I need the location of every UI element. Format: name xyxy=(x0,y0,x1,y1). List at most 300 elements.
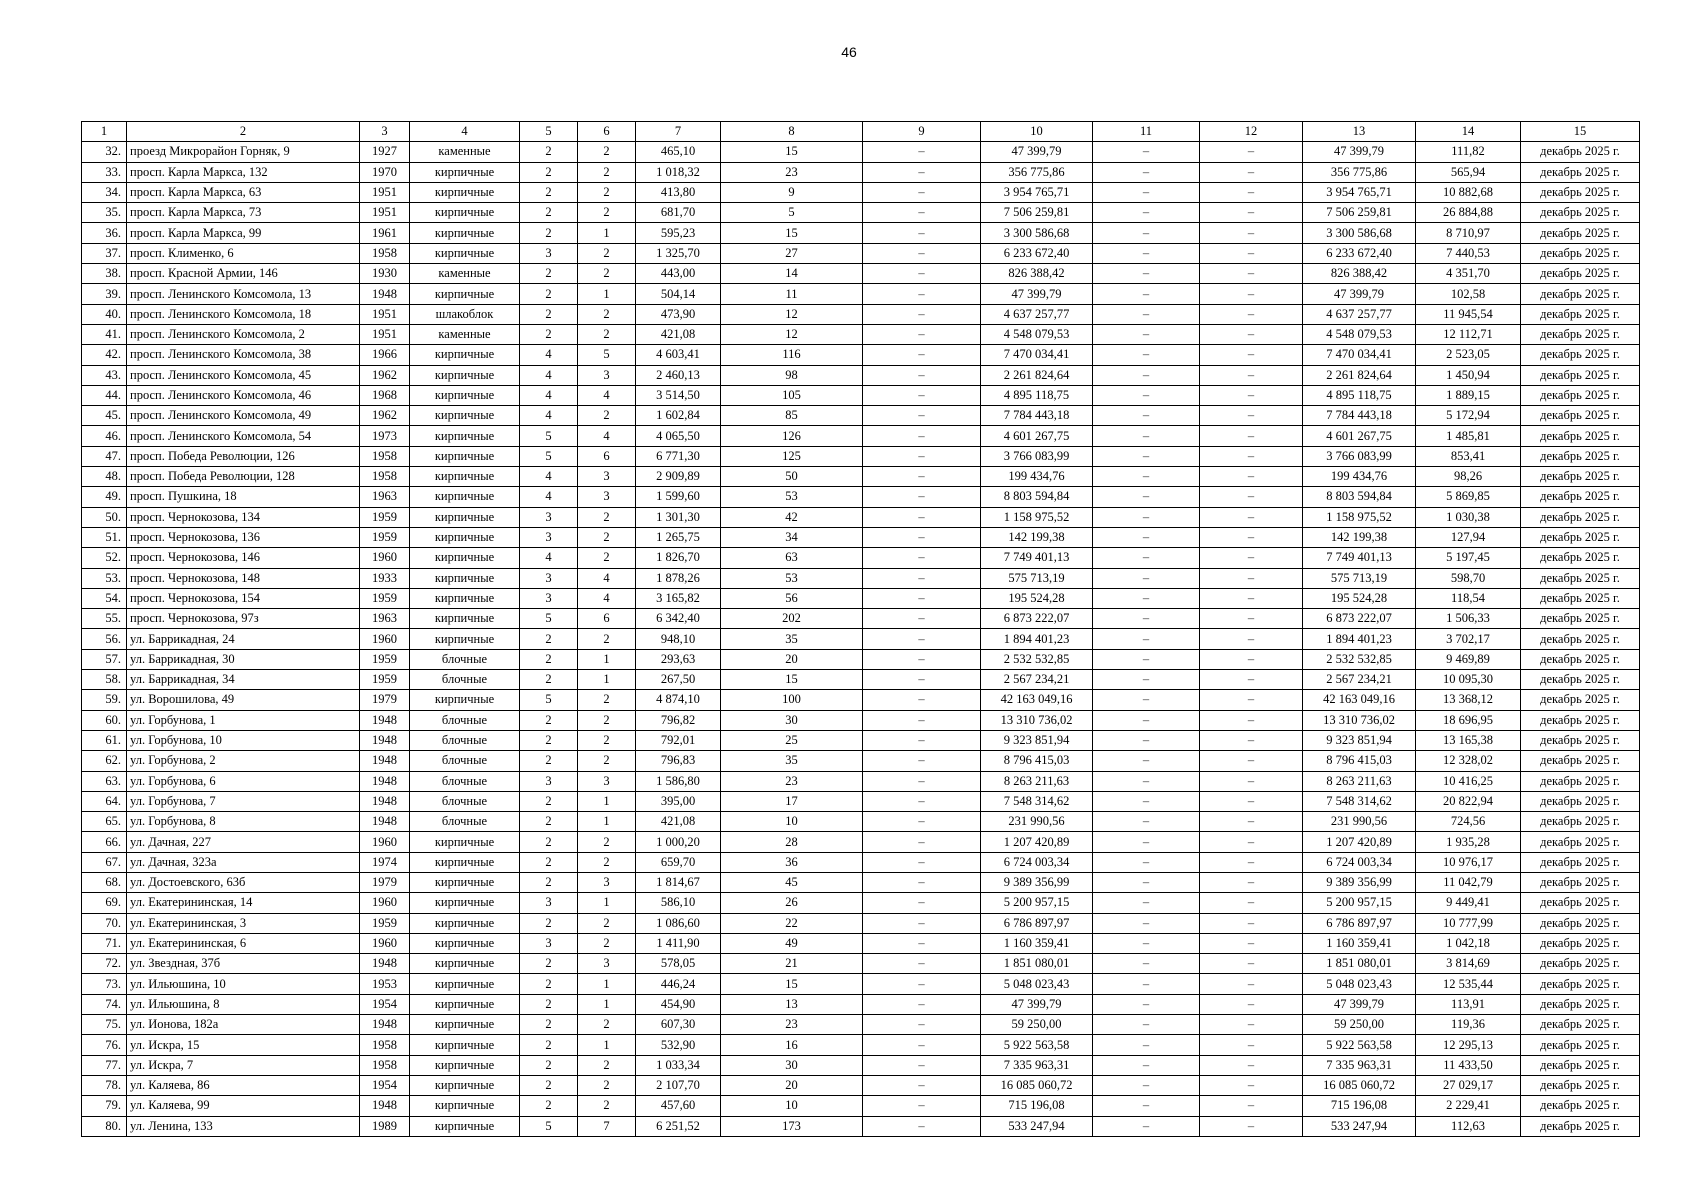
residents-cell: 10 xyxy=(721,812,863,832)
column-header: 12 xyxy=(1200,122,1303,142)
col-12-cell: – xyxy=(1200,1015,1303,1035)
col-11-cell: – xyxy=(1093,426,1200,446)
floors-cell: 3 xyxy=(520,568,578,588)
row-number-cell: 58. xyxy=(82,670,127,690)
wall-material-cell: кирпичные xyxy=(410,426,520,446)
row-number-cell: 80. xyxy=(82,1116,127,1136)
build-year-cell: 1958 xyxy=(360,1055,410,1075)
amount-13-cell: 356 775,86 xyxy=(1303,162,1416,182)
amount-10-cell: 231 990,56 xyxy=(981,812,1093,832)
entrances-cell: 6 xyxy=(578,609,636,629)
col-12-cell: – xyxy=(1200,710,1303,730)
floors-cell: 5 xyxy=(520,690,578,710)
entrances-cell: 4 xyxy=(578,426,636,446)
deadline-cell: декабрь 2025 г. xyxy=(1521,223,1640,243)
area-cell: 443,00 xyxy=(636,264,721,284)
floors-cell: 2 xyxy=(520,791,578,811)
area-cell: 1 411,90 xyxy=(636,933,721,953)
area-cell: 1 000,20 xyxy=(636,832,721,852)
floors-cell: 2 xyxy=(520,1035,578,1055)
col-9-cell: – xyxy=(863,974,981,994)
row-number-cell: 37. xyxy=(82,243,127,263)
entrances-cell: 2 xyxy=(578,142,636,162)
residents-cell: 45 xyxy=(721,872,863,892)
entrances-cell: 2 xyxy=(578,832,636,852)
amount-10-cell: 2 532 532,85 xyxy=(981,649,1093,669)
col-12-cell: – xyxy=(1200,446,1303,466)
wall-material-cell: кирпичные xyxy=(410,1075,520,1095)
amount-14-cell: 1 042,18 xyxy=(1416,933,1521,953)
amount-10-cell: 1 158 975,52 xyxy=(981,507,1093,527)
table-row xyxy=(82,365,1640,385)
table-row xyxy=(82,588,1640,608)
area-cell: 1 602,84 xyxy=(636,406,721,426)
table-body xyxy=(82,142,1640,1137)
amount-14-cell: 11 433,50 xyxy=(1416,1055,1521,1075)
entrances-cell: 2 xyxy=(578,162,636,182)
amount-13-cell: 4 637 257,77 xyxy=(1303,304,1416,324)
build-year-cell: 1963 xyxy=(360,487,410,507)
row-number-cell: 38. xyxy=(82,264,127,284)
table-row xyxy=(82,609,1640,629)
build-year-cell: 1954 xyxy=(360,1075,410,1095)
col-9-cell: – xyxy=(863,182,981,202)
wall-material-cell: кирпичные xyxy=(410,974,520,994)
amount-10-cell: 5 200 957,15 xyxy=(981,893,1093,913)
amount-10-cell: 1 851 080,01 xyxy=(981,954,1093,974)
table-row xyxy=(82,1075,1640,1095)
wall-material-cell: кирпичные xyxy=(410,365,520,385)
amount-14-cell: 5 197,45 xyxy=(1416,548,1521,568)
build-year-cell: 1958 xyxy=(360,1035,410,1055)
entrances-cell: 1 xyxy=(578,284,636,304)
address-cell: просп. Пушкина, 18 xyxy=(127,487,360,507)
col-11-cell: – xyxy=(1093,406,1200,426)
floors-cell: 3 xyxy=(520,893,578,913)
residents-cell: 5 xyxy=(721,203,863,223)
deadline-cell: декабрь 2025 г. xyxy=(1521,710,1640,730)
amount-10-cell: 16 085 060,72 xyxy=(981,1075,1093,1095)
amount-10-cell: 9 323 851,94 xyxy=(981,730,1093,750)
amount-13-cell: 47 399,79 xyxy=(1303,142,1416,162)
col-11-cell: – xyxy=(1093,771,1200,791)
area-cell: 395,00 xyxy=(636,791,721,811)
build-year-cell: 1951 xyxy=(360,182,410,202)
col-12-cell: – xyxy=(1200,1096,1303,1116)
column-header: 3 xyxy=(360,122,410,142)
address-cell: ул. Екатерининская, 6 xyxy=(127,933,360,953)
col-9-cell: – xyxy=(863,243,981,263)
entrances-cell: 1 xyxy=(578,812,636,832)
column-header: 5 xyxy=(520,122,578,142)
floors-cell: 5 xyxy=(520,1116,578,1136)
address-cell: ул. Горбунова, 8 xyxy=(127,812,360,832)
amount-10-cell: 4 548 079,53 xyxy=(981,324,1093,344)
area-cell: 1 325,70 xyxy=(636,243,721,263)
amount-13-cell: 7 548 314,62 xyxy=(1303,791,1416,811)
build-year-cell: 1954 xyxy=(360,994,410,1014)
build-year-cell: 1960 xyxy=(360,629,410,649)
wall-material-cell: кирпичные xyxy=(410,467,520,487)
area-cell: 1 265,75 xyxy=(636,527,721,547)
amount-13-cell: 8 263 211,63 xyxy=(1303,771,1416,791)
table-row xyxy=(82,284,1640,304)
table-row xyxy=(82,872,1640,892)
floors-cell: 3 xyxy=(520,771,578,791)
build-year-cell: 1962 xyxy=(360,365,410,385)
entrances-cell: 2 xyxy=(578,527,636,547)
address-cell: ул. Горбунова, 7 xyxy=(127,791,360,811)
wall-material-cell: блочные xyxy=(410,751,520,771)
table-row xyxy=(82,690,1640,710)
build-year-cell: 1979 xyxy=(360,690,410,710)
row-number-cell: 53. xyxy=(82,568,127,588)
wall-material-cell: кирпичные xyxy=(410,548,520,568)
col-12-cell: – xyxy=(1200,771,1303,791)
deadline-cell: декабрь 2025 г. xyxy=(1521,507,1640,527)
amount-13-cell: 3 954 765,71 xyxy=(1303,182,1416,202)
col-12-cell: – xyxy=(1200,649,1303,669)
area-cell: 6 771,30 xyxy=(636,446,721,466)
amount-13-cell: 9 389 356,99 xyxy=(1303,872,1416,892)
build-year-cell: 1958 xyxy=(360,467,410,487)
row-number-cell: 65. xyxy=(82,812,127,832)
amount-14-cell: 3 814,69 xyxy=(1416,954,1521,974)
address-cell: просп. Карла Маркса, 99 xyxy=(127,223,360,243)
deadline-cell: декабрь 2025 г. xyxy=(1521,588,1640,608)
area-cell: 454,90 xyxy=(636,994,721,1014)
col-12-cell: – xyxy=(1200,954,1303,974)
row-number-cell: 35. xyxy=(82,203,127,223)
entrances-cell: 2 xyxy=(578,507,636,527)
residents-cell: 50 xyxy=(721,467,863,487)
entrances-cell: 2 xyxy=(578,1075,636,1095)
col-12-cell: – xyxy=(1200,284,1303,304)
area-cell: 1 018,32 xyxy=(636,162,721,182)
build-year-cell: 1948 xyxy=(360,730,410,750)
col-9-cell: – xyxy=(863,304,981,324)
wall-material-cell: блочные xyxy=(410,730,520,750)
column-header: 4 xyxy=(410,122,520,142)
deadline-cell: декабрь 2025 г. xyxy=(1521,751,1640,771)
col-9-cell: – xyxy=(863,426,981,446)
col-11-cell: – xyxy=(1093,649,1200,669)
amount-10-cell: 195 524,28 xyxy=(981,588,1093,608)
entrances-cell: 2 xyxy=(578,690,636,710)
wall-material-cell: кирпичные xyxy=(410,203,520,223)
amount-14-cell: 724,56 xyxy=(1416,812,1521,832)
address-cell: просп. Победа Революции, 126 xyxy=(127,446,360,466)
area-cell: 796,83 xyxy=(636,751,721,771)
row-number-cell: 50. xyxy=(82,507,127,527)
deadline-cell: декабрь 2025 г. xyxy=(1521,243,1640,263)
table-row xyxy=(82,487,1640,507)
entrances-cell: 2 xyxy=(578,324,636,344)
col-11-cell: – xyxy=(1093,791,1200,811)
amount-10-cell: 8 263 211,63 xyxy=(981,771,1093,791)
amount-10-cell: 2 567 234,21 xyxy=(981,670,1093,690)
deadline-cell: декабрь 2025 г. xyxy=(1521,406,1640,426)
table-row xyxy=(82,933,1640,953)
amount-14-cell: 10 777,99 xyxy=(1416,913,1521,933)
col-12-cell: – xyxy=(1200,223,1303,243)
col-11-cell: – xyxy=(1093,324,1200,344)
column-header: 8 xyxy=(721,122,863,142)
table-row xyxy=(82,304,1640,324)
col-12-cell: – xyxy=(1200,852,1303,872)
amount-10-cell: 7 470 034,41 xyxy=(981,345,1093,365)
address-cell: просп. Чернокозова, 134 xyxy=(127,507,360,527)
build-year-cell: 1948 xyxy=(360,1015,410,1035)
residents-cell: 100 xyxy=(721,690,863,710)
entrances-cell: 2 xyxy=(578,182,636,202)
col-11-cell: – xyxy=(1093,730,1200,750)
deadline-cell: декабрь 2025 г. xyxy=(1521,527,1640,547)
deadline-cell: декабрь 2025 г. xyxy=(1521,812,1640,832)
amount-14-cell: 11 042,79 xyxy=(1416,872,1521,892)
build-year-cell: 1948 xyxy=(360,1096,410,1116)
amount-10-cell: 715 196,08 xyxy=(981,1096,1093,1116)
floors-cell: 2 xyxy=(520,730,578,750)
col-12-cell: – xyxy=(1200,994,1303,1014)
build-year-cell: 1948 xyxy=(360,812,410,832)
floors-cell: 2 xyxy=(520,872,578,892)
entrances-cell: 1 xyxy=(578,223,636,243)
entrances-cell: 5 xyxy=(578,345,636,365)
col-9-cell: – xyxy=(863,203,981,223)
address-cell: просп. Чернокозова, 97з xyxy=(127,609,360,629)
build-year-cell: 1958 xyxy=(360,243,410,263)
col-12-cell: – xyxy=(1200,487,1303,507)
table-row xyxy=(82,446,1640,466)
amount-10-cell: 199 434,76 xyxy=(981,467,1093,487)
table-row xyxy=(82,832,1640,852)
area-cell: 1 301,30 xyxy=(636,507,721,527)
wall-material-cell: кирпичные xyxy=(410,182,520,202)
col-11-cell: – xyxy=(1093,487,1200,507)
wall-material-cell: кирпичные xyxy=(410,1015,520,1035)
build-year-cell: 1960 xyxy=(360,832,410,852)
residents-cell: 15 xyxy=(721,142,863,162)
col-12-cell: – xyxy=(1200,467,1303,487)
col-9-cell: – xyxy=(863,710,981,730)
table-row xyxy=(82,771,1640,791)
col-11-cell: – xyxy=(1093,467,1200,487)
deadline-cell: декабрь 2025 г. xyxy=(1521,385,1640,405)
area-cell: 1 814,67 xyxy=(636,872,721,892)
row-number-cell: 32. xyxy=(82,142,127,162)
col-12-cell: – xyxy=(1200,507,1303,527)
col-12-cell: – xyxy=(1200,527,1303,547)
amount-14-cell: 2 229,41 xyxy=(1416,1096,1521,1116)
address-cell: ул. Ленина, 133 xyxy=(127,1116,360,1136)
build-year-cell: 1959 xyxy=(360,649,410,669)
col-11-cell: – xyxy=(1093,629,1200,649)
area-cell: 504,14 xyxy=(636,284,721,304)
floors-cell: 2 xyxy=(520,954,578,974)
amount-14-cell: 565,94 xyxy=(1416,162,1521,182)
amount-10-cell: 7 506 259,81 xyxy=(981,203,1093,223)
amount-13-cell: 1 207 420,89 xyxy=(1303,832,1416,852)
residents-cell: 49 xyxy=(721,933,863,953)
wall-material-cell: блочные xyxy=(410,710,520,730)
column-header: 10 xyxy=(981,122,1093,142)
wall-material-cell: кирпичные xyxy=(410,446,520,466)
col-9-cell: – xyxy=(863,913,981,933)
amount-13-cell: 7 749 401,13 xyxy=(1303,548,1416,568)
row-number-cell: 42. xyxy=(82,345,127,365)
residents-cell: 98 xyxy=(721,365,863,385)
wall-material-cell: кирпичные xyxy=(410,345,520,365)
build-year-cell: 1953 xyxy=(360,974,410,994)
row-number-cell: 72. xyxy=(82,954,127,974)
amount-10-cell: 3 300 586,68 xyxy=(981,223,1093,243)
amount-10-cell: 142 199,38 xyxy=(981,527,1093,547)
floors-cell: 5 xyxy=(520,426,578,446)
area-cell: 948,10 xyxy=(636,629,721,649)
table-row xyxy=(82,507,1640,527)
area-cell: 3 165,82 xyxy=(636,588,721,608)
amount-13-cell: 199 434,76 xyxy=(1303,467,1416,487)
row-number-cell: 59. xyxy=(82,690,127,710)
address-cell: просп. Ленинского Комсомола, 38 xyxy=(127,345,360,365)
column-header: 11 xyxy=(1093,122,1200,142)
col-11-cell: – xyxy=(1093,588,1200,608)
amount-14-cell: 13 165,38 xyxy=(1416,730,1521,750)
floors-cell: 2 xyxy=(520,852,578,872)
col-12-cell: – xyxy=(1200,872,1303,892)
table-row xyxy=(82,954,1640,974)
col-9-cell: – xyxy=(863,872,981,892)
row-number-cell: 75. xyxy=(82,1015,127,1035)
row-number-cell: 57. xyxy=(82,649,127,669)
build-year-cell: 1960 xyxy=(360,933,410,953)
address-cell: просп. Красной Армии, 146 xyxy=(127,264,360,284)
deadline-cell: декабрь 2025 г. xyxy=(1521,1116,1640,1136)
amount-13-cell: 5 200 957,15 xyxy=(1303,893,1416,913)
wall-material-cell: блочные xyxy=(410,812,520,832)
residents-cell: 15 xyxy=(721,223,863,243)
amount-10-cell: 7 749 401,13 xyxy=(981,548,1093,568)
residents-cell: 35 xyxy=(721,751,863,771)
residents-cell: 105 xyxy=(721,385,863,405)
col-9-cell: – xyxy=(863,771,981,791)
col-9-cell: – xyxy=(863,1035,981,1055)
area-cell: 3 514,50 xyxy=(636,385,721,405)
column-header: 14 xyxy=(1416,122,1521,142)
area-cell: 1 599,60 xyxy=(636,487,721,507)
row-number-cell: 63. xyxy=(82,771,127,791)
deadline-cell: декабрь 2025 г. xyxy=(1521,730,1640,750)
col-9-cell: – xyxy=(863,852,981,872)
col-9-cell: – xyxy=(863,649,981,669)
table-row xyxy=(82,1035,1640,1055)
col-12-cell: – xyxy=(1200,365,1303,385)
area-cell: 6 342,40 xyxy=(636,609,721,629)
amount-13-cell: 1 851 080,01 xyxy=(1303,954,1416,974)
row-number-cell: 74. xyxy=(82,994,127,1014)
deadline-cell: декабрь 2025 г. xyxy=(1521,872,1640,892)
col-9-cell: – xyxy=(863,223,981,243)
area-cell: 4 065,50 xyxy=(636,426,721,446)
deadline-cell: декабрь 2025 г. xyxy=(1521,467,1640,487)
row-number-cell: 67. xyxy=(82,852,127,872)
floors-cell: 2 xyxy=(520,710,578,730)
address-cell: ул. Искра, 15 xyxy=(127,1035,360,1055)
amount-13-cell: 5 048 023,43 xyxy=(1303,974,1416,994)
amount-13-cell: 7 335 963,31 xyxy=(1303,1055,1416,1075)
amount-14-cell: 11 945,54 xyxy=(1416,304,1521,324)
floors-cell: 3 xyxy=(520,527,578,547)
row-number-cell: 47. xyxy=(82,446,127,466)
deadline-cell: декабрь 2025 г. xyxy=(1521,791,1640,811)
col-9-cell: – xyxy=(863,933,981,953)
wall-material-cell: кирпичные xyxy=(410,223,520,243)
address-cell: ул. Каляева, 99 xyxy=(127,1096,360,1116)
amount-14-cell: 10 416,25 xyxy=(1416,771,1521,791)
amount-10-cell: 7 784 443,18 xyxy=(981,406,1093,426)
col-12-cell: – xyxy=(1200,751,1303,771)
col-12-cell: – xyxy=(1200,933,1303,953)
amount-14-cell: 5 172,94 xyxy=(1416,406,1521,426)
floors-cell: 2 xyxy=(520,162,578,182)
deadline-cell: декабрь 2025 г. xyxy=(1521,1015,1640,1035)
floors-cell: 2 xyxy=(520,324,578,344)
row-number-cell: 52. xyxy=(82,548,127,568)
amount-10-cell: 356 775,86 xyxy=(981,162,1093,182)
amount-10-cell: 2 261 824,64 xyxy=(981,365,1093,385)
floors-cell: 2 xyxy=(520,629,578,649)
deadline-cell: декабрь 2025 г. xyxy=(1521,345,1640,365)
address-cell: просп. Клименко, 6 xyxy=(127,243,360,263)
amount-14-cell: 112,63 xyxy=(1416,1116,1521,1136)
address-cell: просп. Ленинского Комсомола, 46 xyxy=(127,385,360,405)
col-11-cell: – xyxy=(1093,568,1200,588)
wall-material-cell: кирпичные xyxy=(410,527,520,547)
area-cell: 659,70 xyxy=(636,852,721,872)
area-cell: 465,10 xyxy=(636,142,721,162)
column-header: 9 xyxy=(863,122,981,142)
address-cell: ул. Звездная, 37б xyxy=(127,954,360,974)
amount-14-cell: 127,94 xyxy=(1416,527,1521,547)
entrances-cell: 2 xyxy=(578,730,636,750)
entrances-cell: 4 xyxy=(578,588,636,608)
col-12-cell: – xyxy=(1200,142,1303,162)
col-12-cell: – xyxy=(1200,832,1303,852)
residents-cell: 21 xyxy=(721,954,863,974)
amount-13-cell: 8 796 415,03 xyxy=(1303,751,1416,771)
address-cell: просп. Ленинского Комсомола, 49 xyxy=(127,406,360,426)
col-12-cell: – xyxy=(1200,426,1303,446)
area-cell: 413,80 xyxy=(636,182,721,202)
table-row xyxy=(82,385,1640,405)
build-year-cell: 1959 xyxy=(360,507,410,527)
amount-10-cell: 5 048 023,43 xyxy=(981,974,1093,994)
col-11-cell: – xyxy=(1093,142,1200,162)
col-9-cell: – xyxy=(863,1015,981,1035)
table-row xyxy=(82,751,1640,771)
amount-14-cell: 4 351,70 xyxy=(1416,264,1521,284)
entrances-cell: 3 xyxy=(578,872,636,892)
floors-cell: 2 xyxy=(520,994,578,1014)
table-row xyxy=(82,548,1640,568)
area-cell: 421,08 xyxy=(636,812,721,832)
floors-cell: 2 xyxy=(520,203,578,223)
amount-14-cell: 118,54 xyxy=(1416,588,1521,608)
deadline-cell: декабрь 2025 г. xyxy=(1521,649,1640,669)
table-row xyxy=(82,223,1640,243)
area-cell: 2 107,70 xyxy=(636,1075,721,1095)
